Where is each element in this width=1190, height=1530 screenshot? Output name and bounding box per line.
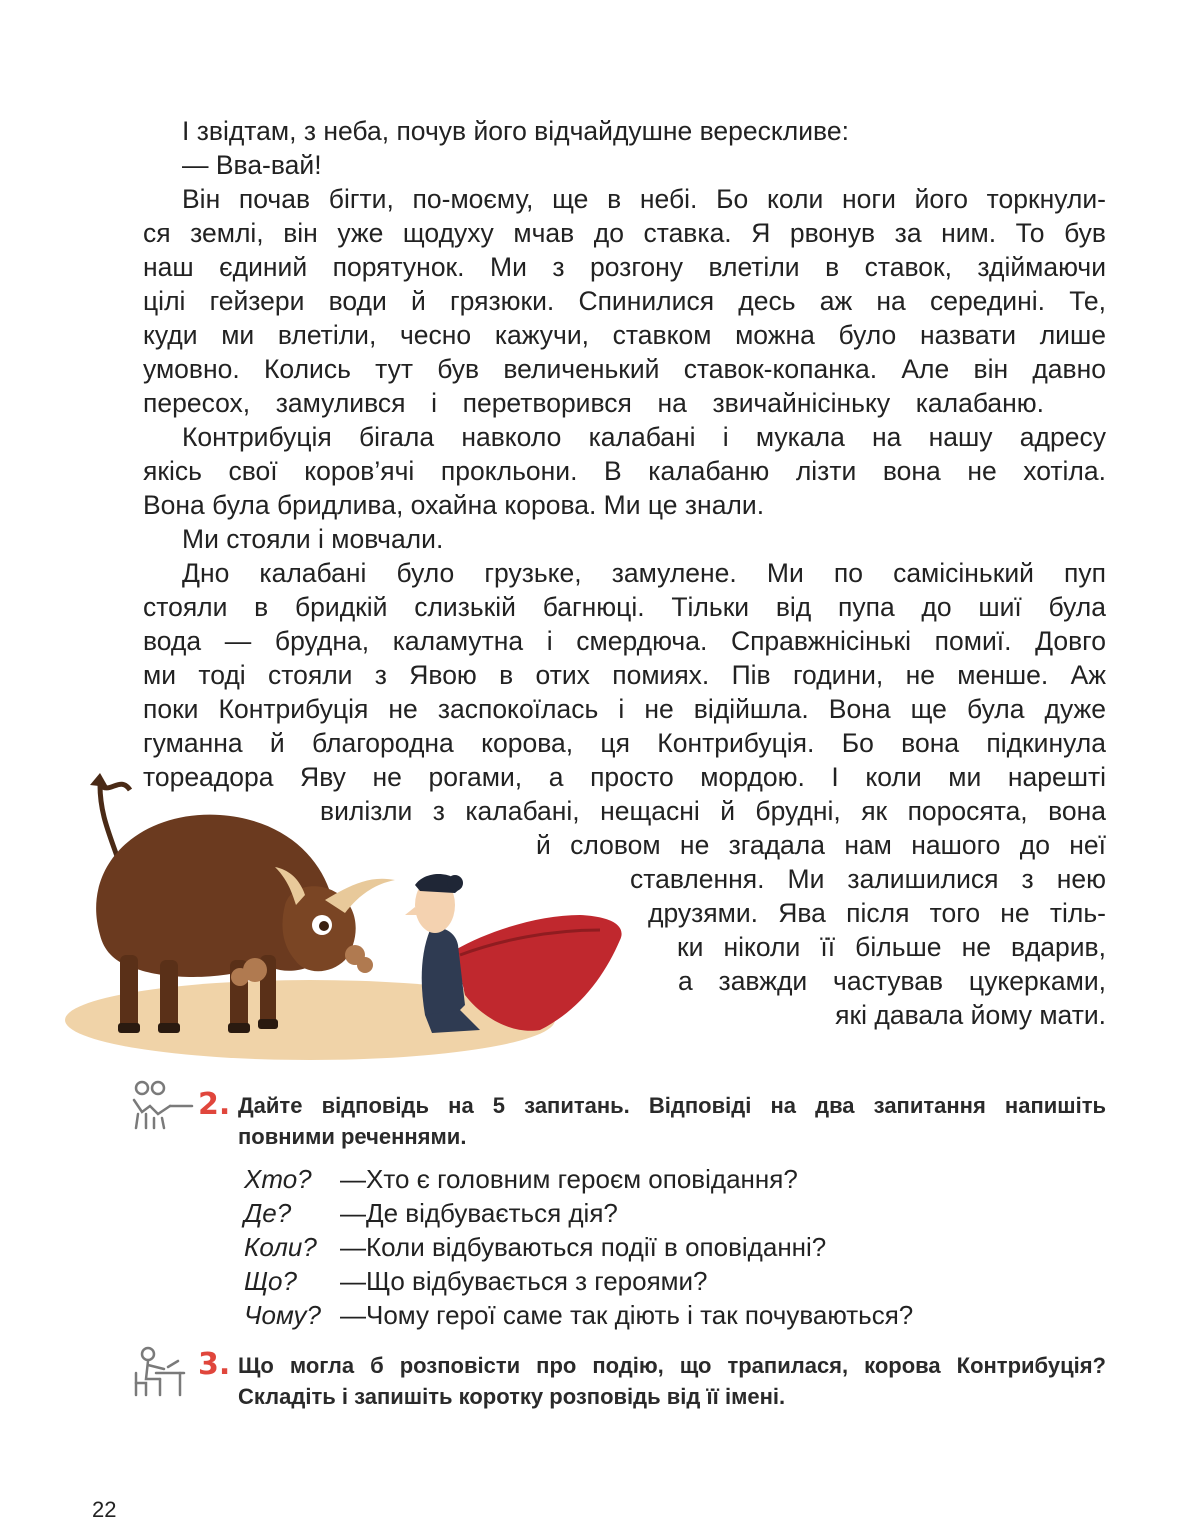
story-line: якісь свої коров’ячі прокльони. В калабаню лізти вона не хотіла. bbox=[143, 456, 1106, 486]
exercise-3-instruction: Складіть і запишіть коротку розповідь від її імені. bbox=[238, 1384, 786, 1409]
story-line: гуманна й благородна корова, ця Контрибуція. Бо вона підкинула bbox=[143, 728, 1106, 758]
story-line: Дно калабані було грузьке, замулене. Ми по самісінький пуп bbox=[182, 558, 1106, 588]
bull-leg bbox=[160, 960, 178, 1030]
question-text: Хто є головним героєм оповідання? bbox=[366, 1164, 798, 1194]
story-line: стояли в бридкій слизькій багнюці. Тільки від пупа до шиї була bbox=[143, 592, 1106, 622]
story-line: ми тоді стояли з Явою в отих помиях. Пів години, не менше. Аж bbox=[143, 660, 1106, 690]
story-line: а завжди частував цукерками, bbox=[678, 966, 1106, 996]
story-line: Контрибуція бігала навколо калабані і мукала на нашу адресу bbox=[182, 422, 1106, 452]
story-line: пересох, замулився і перетворився на звичайнісіньку калабаню. bbox=[143, 388, 1044, 418]
question-label: Хто? — bbox=[244, 1164, 366, 1194]
bull-leg bbox=[120, 955, 138, 1030]
story-line: ки ніколи її більше не вдарив, bbox=[677, 932, 1106, 962]
exercise-3-instruction: Що могла б розповісти про подію, що трапилася, корова Контрибуція? bbox=[238, 1353, 1106, 1378]
story-line: тореадора Яву не рогами, а просто мордою. І коли ми нарешті bbox=[143, 762, 1106, 792]
story-line: ставлення. Ми залишилися з нею bbox=[630, 864, 1106, 894]
story-line: цілі гейзери води й грязюки. Спинилися десь аж на середині. Те, bbox=[143, 286, 1106, 316]
exercise-2-instruction: повними реченнями. bbox=[238, 1124, 467, 1149]
bull-and-matador-illustration bbox=[60, 765, 660, 1065]
story-line: поки Контрибуція не заспокоїлась і не відійшла. Вона ще була дуже bbox=[143, 694, 1106, 724]
exercise-2-number: 2. bbox=[198, 1087, 231, 1122]
question-label: Коли? — bbox=[244, 1232, 366, 1262]
pair-discussion-icon bbox=[128, 1080, 196, 1130]
question-text: Де відбувається дія? bbox=[366, 1198, 618, 1228]
page-number: 22 bbox=[92, 1497, 117, 1522]
question-text: Коли відбуваються події в оповіданні? bbox=[366, 1232, 827, 1262]
story-line: Ми стояли і мовчали. bbox=[182, 524, 444, 554]
writing-at-desk-icon bbox=[130, 1345, 188, 1401]
exercise-2-instruction: Дайте відповідь на 5 запитань. Відповіді на два запитання напишіть bbox=[238, 1093, 1106, 1118]
question-label: Що? — bbox=[244, 1266, 366, 1296]
story-line: Вона була бридлива, охайна корова. Ми це знали. bbox=[143, 490, 765, 520]
story-line: й словом не згадала нам нашого до неї bbox=[536, 830, 1106, 860]
story-line: Він почав бігти, по-моєму, ще в небі. Бо коли ноги його торкнули- bbox=[182, 184, 1106, 214]
story-line: умовно. Колись тут був величенький ставок-копанка. Але він давно bbox=[143, 354, 1106, 384]
question-label: Чому? — bbox=[244, 1300, 366, 1330]
exercise-3-number: 3. bbox=[198, 1347, 231, 1382]
story-line: наш єдиний порятунок. Ми з розгону влетіли в ставок, здіймаючи bbox=[143, 252, 1106, 282]
story-line: вода — брудна, каламутна і смердюча. Справжнісінькі помиї. Довго bbox=[143, 626, 1106, 656]
story-line: друзями. Ява після того не тіль- bbox=[648, 898, 1106, 928]
story-line: вилізли з калабані, нещасні й брудні, як поросята, вона bbox=[320, 796, 1106, 826]
story-line: куди ми влетіли, чесно кажучи, ставком можна було назвати лише bbox=[143, 320, 1106, 350]
story-line: ся землі, він уже щодуху мчав до ставка. Я рвонув за ним. То був bbox=[143, 218, 1106, 248]
story-line: які давала йому мати. bbox=[835, 1000, 1106, 1030]
question-text: Чому герої саме так діють і так почуваються? bbox=[366, 1300, 914, 1330]
story-line: І звідтам, з неба, почув його відчайдушне верескливе: bbox=[182, 116, 849, 146]
question-text: Що відбувається з героями? bbox=[366, 1266, 708, 1296]
story-line: — Вва-вай! bbox=[182, 150, 322, 180]
question-label: Де? — bbox=[244, 1198, 366, 1228]
